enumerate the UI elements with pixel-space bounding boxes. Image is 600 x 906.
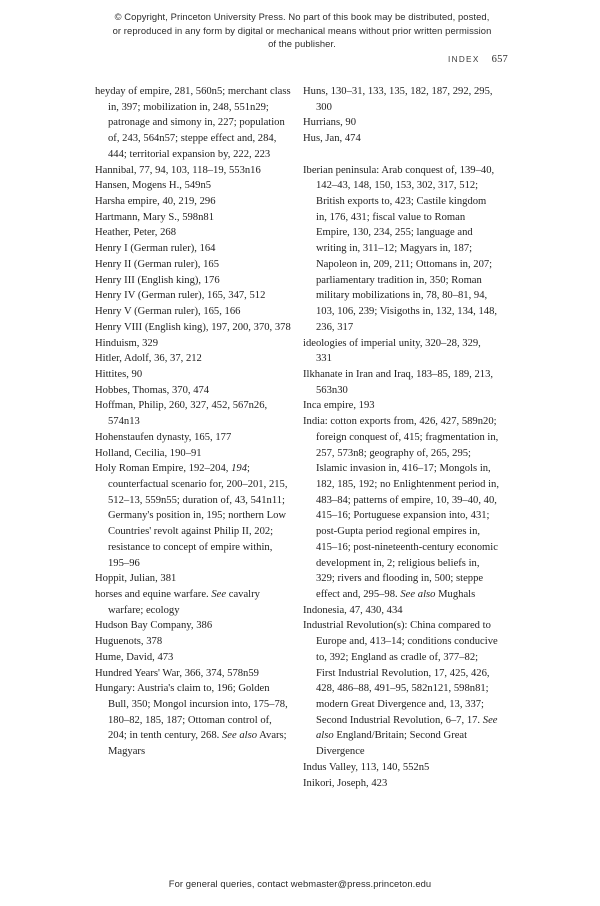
index-entry: [95, 336, 291, 352]
page-folio-number: 657: [491, 54, 508, 65]
index-entry-text: Henry II (German ruler), 165: [95, 258, 220, 270]
index-cross-reference: See: [211, 589, 227, 600]
index-entry: [95, 273, 291, 289]
index-entry: [95, 587, 291, 618]
index-entry: [95, 241, 291, 257]
index-entry: [95, 650, 291, 666]
footer-notice: For general queries, contact webmaster@press.princeton.edu: [168, 878, 432, 889]
index-entry-tail: cavalry warfare; ecology: [108, 589, 260, 616]
index-entry-text: Henry V (German ruler), 165, 166: [95, 306, 241, 318]
index-entry: [95, 194, 291, 210]
index-entry: [95, 225, 291, 241]
index-entry: [95, 320, 291, 336]
index-entry-text: Hudson Bay Company, 386: [95, 620, 213, 632]
index-entry-text: Hinduism, 329: [95, 337, 159, 349]
index-entry-text: Huguenots, 378: [95, 636, 163, 648]
index-entry-text: Inca empire, 193: [303, 400, 375, 412]
index-cross-reference: See also: [316, 714, 498, 742]
index-entry: [95, 257, 291, 273]
running-head-label: INDEX: [448, 55, 480, 64]
index-entry: [303, 618, 499, 759]
index-entry: [95, 163, 291, 179]
index-entry: [95, 571, 291, 587]
index-columns: [0, 84, 600, 814]
index-entry: [95, 461, 291, 571]
index-entry: [303, 367, 499, 398]
index-entry-text: Heather, Peter, 268: [95, 227, 177, 239]
index-entry: [303, 163, 499, 336]
index-cross-reference: See also: [400, 589, 436, 600]
index-entry-text: Hansen, Mogens H., 549n5: [95, 180, 212, 192]
index-entry: [95, 446, 291, 462]
index-entry: [95, 383, 291, 399]
index-entry-text: Holland, Cecilia, 190–91: [95, 447, 202, 459]
index-entry-text: Hannibal, 77, 94, 103, 118–19, 553n16: [95, 164, 261, 176]
index-entry: [303, 760, 499, 776]
index-entry: [95, 367, 291, 383]
index-entry-tail: Avars; Magyars: [108, 730, 287, 758]
index-entry: [303, 131, 499, 147]
index-entry-text: Indus Valley, 113, 140, 552n5: [303, 761, 430, 773]
index-entry: [95, 681, 291, 760]
index-entry-text: Inikori, Joseph, 423: [303, 777, 388, 789]
index-cross-reference: 194: [231, 463, 247, 475]
index-entry-text: Indonesia, 47, 430, 434: [303, 604, 403, 616]
index-entry-head: Holy Roman Empire, 192–204,: [95, 463, 232, 475]
index-entry-continuation: [95, 84, 291, 163]
index-entry: [95, 304, 291, 320]
index-entry: [95, 618, 291, 634]
index-entry-text: Hume, David, 473: [95, 651, 174, 663]
index-entry-text: Ilkhanate in Iran and Iraq, 183–85, 189, 213, 563n30: [303, 368, 494, 396]
index-entry-text: Henry III (English king), 176: [95, 274, 220, 286]
index-entry: [303, 84, 499, 115]
index-entry-text: ideologies of imperial unity, 320–28, 329, 331: [303, 337, 481, 365]
index-entry-text: Hittites, 90: [95, 368, 143, 380]
index-entry-text: Harsha empire, 40, 219, 296: [95, 196, 216, 208]
index-entry: [303, 115, 499, 131]
index-column-right: [303, 84, 499, 791]
running-head: [448, 54, 508, 65]
index-entry: [95, 398, 291, 429]
index-entry-text: Hurrians, 90: [303, 117, 357, 129]
index-entry: [95, 288, 291, 304]
index-entry: [95, 634, 291, 650]
index-entry-tail: Mughals: [435, 589, 476, 600]
index-entry: [95, 178, 291, 194]
index-entry: [303, 776, 499, 792]
index-entry-text: Huns, 130–31, 133, 135, 182, 187, 292, 295, 300: [303, 86, 493, 113]
index-entry: [303, 603, 499, 619]
index-entry-head: Hungary: Austria's claim to, 196; Golden Bull, 350; Mongol incursion into, 175–78, 180–82, 185, 187; Ottoman control of, 204; in tenth century, 268.: [95, 683, 288, 742]
index-entry-text: Hoffman, Philip, 260, 327, 452, 567n26, 574n13: [95, 400, 268, 428]
index-entry-text: Hitler, Adolf, 36, 37, 212: [95, 353, 202, 365]
index-entry-text: Hundred Years' War, 366, 374, 578n59: [95, 667, 259, 679]
index-entry-head: Industrial Revolution(s): China compared to Europe and, 413–14; conditions conducive to, 392; England as cradle of, 377–82; First Industrial Revolution, 17, 425, 426, 428, 486–88, 491–95, 582n121, 598n81; modern Great Divergence and, 13, 337; Second Industrial Revolution, 6–7, 17.: [303, 620, 498, 726]
index-entry-text: Henry VIII (English king), 197, 200, 370, 378: [95, 321, 291, 333]
index-entry-text: Henry I (German ruler), 164: [95, 243, 216, 255]
index-entry-tail: England/Britain; Second Great Divergence: [316, 730, 468, 758]
index-entry: [95, 351, 291, 367]
index-entry-head: horses and equine warfare.: [95, 589, 212, 600]
index-column-left: [95, 84, 291, 760]
index-entry: [95, 430, 291, 446]
index-entry-text: Hobbes, Thomas, 370, 474: [95, 384, 210, 396]
index-entry: [303, 398, 499, 414]
index-entry-text: Hohenstaufen dynasty, 165, 177: [95, 431, 232, 443]
index-entry: [95, 210, 291, 226]
index-entry: [303, 414, 499, 603]
index-entry-text: Hus, Jan, 474: [303, 133, 361, 145]
index-entry-text: Iberian peninsula: Arab conquest of, 139–40, 142–43, 148, 150, 153, 302, 317, 512; British exports to, 423; Castile kingdom in, 176, 431; fiscal value to Roman Empire, 130, 234, 255; language and writing in, 311–12; Magyars in, 187; Napoleon in, 209, 211; Ottomans in, 207; parliamentary tradition in, 350; Roman military mobilizations in, 78, 80–81, 94, 103, 106, 239; Visigoths in, 132, 134, 148, 236, 317: [303, 164, 498, 333]
index-entry: [303, 336, 499, 367]
index-entry-text: Henry IV (German ruler), 165, 347, 512: [95, 290, 266, 302]
index-entry-text: Hoppit, Julian, 381: [95, 573, 177, 585]
index-entry-tail: ; counterfactual scenario for, 200–201, 215, 512–13, 559n55; duration of, 43, 541n11; Germany's position in, 195; northern Low Countries' revolt against Philip II, 202; resistance to concept of empire within, 195–96: [108, 463, 288, 569]
index-entry: [95, 666, 291, 682]
copyright-notice: © Copyright, Princeton University Press. No part of this book may be distributed, posted, or reproduced in any form by digital or mechanical means without prior written permission of the publisher.: [112, 11, 492, 50]
index-section-gap: [303, 147, 499, 163]
index-entry-text: Hartmann, Mary S., 598n81: [95, 211, 214, 223]
index-entry-text: heyday of empire, 281, 560n5; merchant class in, 397; mobilization in, 248, 551n29; patronage and simony in, 227; population of, 243, 564n57; steppe effect and, 284, 444; territorial expansion by, 222, 223: [95, 86, 291, 160]
index-entry-head: India: cotton exports from, 426, 427, 589n20; foreign conquest of, 415; fragmentation in, 257, 573n8; geography of, 265, 295; Islamic invasion in, 416–17; Mongols in, 182, 185, 192; no Enlightenment period in, 483–84; patterns of empire, 10, 39–40, 40, 415–16; Portuguese expansion into, 431; post-Gupta period regional empires in, 415–16; post-nineteenth-century economic development in, 2; religious beliefs in, 329; rivers and flooding in, 500; steppe effect and, 295–98.: [303, 416, 499, 600]
index-cross-reference: See also: [221, 730, 258, 742]
